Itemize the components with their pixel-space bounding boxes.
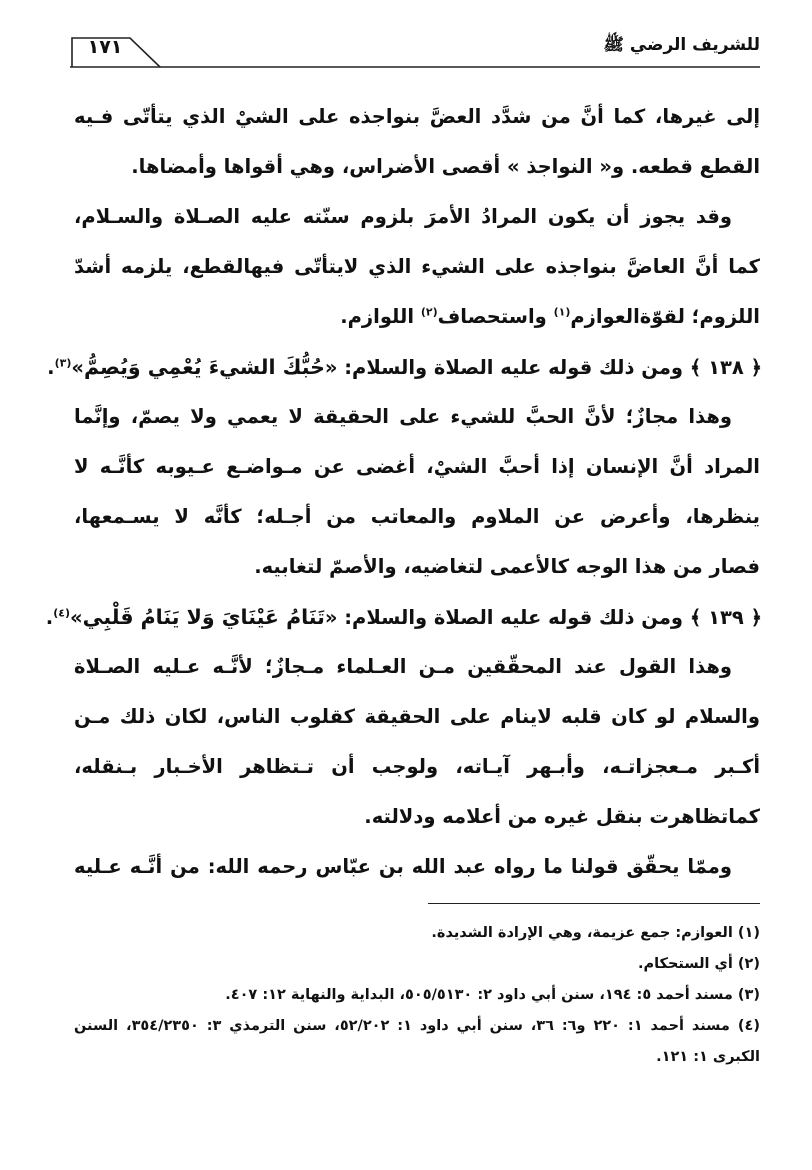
text-span: » — [71, 356, 84, 379]
text-line: وممّا يحقّق قولنا ما رواه عبد الله بن عبّاس رحمه الله: من أنَّـه عـليه — [74, 855, 732, 878]
hadith-heading-139 — [45, 592, 762, 642]
footnote-1: (١) العوازم: جمع عزيمة، وهي الإرادة الشديدة. — [431, 925, 760, 941]
text-line: أكـبر مـعجزاتـه، وأبـهر آيـاته، ولوجب أن تـتظاهر الأخـبار بـنقله، — [74, 755, 760, 778]
footnote-3: (٣) مسند أحمد ٥: ١٩٤، سنن أبي داود ٢: ٥٠٥/٥١٣٠، البداية والنهاية ١٢: ٤٠٧. — [225, 987, 760, 1003]
text-line: كما أنَّ العاضَّ بنواجذه على الشيء الذي لايتأتّى فيهالقطع، يلزمه أشدّ — [74, 255, 760, 278]
hadith-quote: تَنَامُ عَيْنَايَ وَلا يَنَامُ قَلْبِي — [82, 605, 325, 629]
text-span: اللوازم. — [340, 305, 421, 328]
text-span: ﴿ ١٣٩ ﴾ ومن ذلك قوله عليه الصلاة والسلام: « — [324, 606, 762, 629]
footnote-ref-3: (٣) — [54, 356, 72, 370]
text-line: القطع قطعه. و« النواجذ » أقصى الأضراس، وهي أقواها وأمضاها. — [131, 155, 760, 178]
footnote-ref-1: (١) — [553, 305, 571, 319]
text-line: فصار من هذا الوجه كالأعمى لتغاضيه، والأصمّ لتغابيه. — [254, 555, 760, 578]
text-span: اللزوم؛ لقوّةالعوازم — [570, 305, 760, 328]
text-line: إلى غيرها، كما أنَّ من شدَّد العضَّ بنواجذه على الشيْ الذي يتأتّى فـيه — [74, 105, 760, 128]
text-line: ينظرها، وأعرض عن الملاوم والمعاتب من أجـله؛ كأنَّه لا يسـمعها، — [74, 505, 760, 528]
hadith-heading-138 — [47, 342, 762, 392]
text-line: المراد أنَّ الإنسان إذا أحبَّ الشيْ، أغضى عن مـواضـع عـيوبه كأنَّـه لا — [74, 455, 760, 478]
footnote-2: (٢) أي الستحكام. — [637, 956, 760, 972]
footnote-ref-4: (٤) — [53, 606, 70, 620]
page-header — [70, 30, 760, 78]
footnote-separator — [428, 903, 760, 904]
main-text — [45, 92, 762, 892]
running-title: للشريف الرضي ﷺ — [603, 35, 760, 55]
text-span: . — [45, 606, 54, 629]
text-line: والسلام لو كان قلبه لاينام على الحقيقة كقلوب الناس، لكان ذلك مـن — [74, 705, 760, 728]
page-number: ١٧١ — [87, 36, 123, 58]
text-line: وهذا مجازٌ؛ لأنَّ الحبَّ للشيء على الحقيقة لا يعمي ولا يصمّ، وإنَّما — [74, 405, 732, 428]
text-line: وهذا القول عند المحقّقين مـن العـلماء مـجازٌ؛ لأنَّـه عـليه الصـلاة — [74, 655, 732, 678]
hadith-quote: حُبُّكَ الشيءَ يُعْمِي وَيُصِمُّ — [83, 355, 325, 379]
footnotes — [74, 918, 760, 1073]
text-span: ﴿ ١٣٨ ﴾ ومن ذلك قوله عليه الصلاة والسلام: « — [324, 356, 762, 379]
text-span: واستحصاف — [437, 305, 554, 328]
footnote-4: (٤) مسند أحمد ١: ٢٢٠ و٦: ٣٦، سنن أبي داود ١: ٥٢/٢٠٢، سنن الترمذي ٣: ٣٥٤/٢٣٥٠، السنن الكبرى ١: ١٢١. — [74, 1018, 760, 1065]
text-line: وقد يجوز أن يكون المرادُ الأمرَ بلزوم سنّته عليه الصـلاة والسـلام، — [74, 205, 732, 228]
text-span: . — [47, 356, 55, 379]
text-line: كماتظاهرت بنقل غيره من أعلامه ودلالته. — [364, 805, 760, 828]
footnote-ref-2: (٢) — [420, 305, 438, 319]
text-span: » — [70, 606, 83, 629]
text-line — [74, 292, 760, 342]
